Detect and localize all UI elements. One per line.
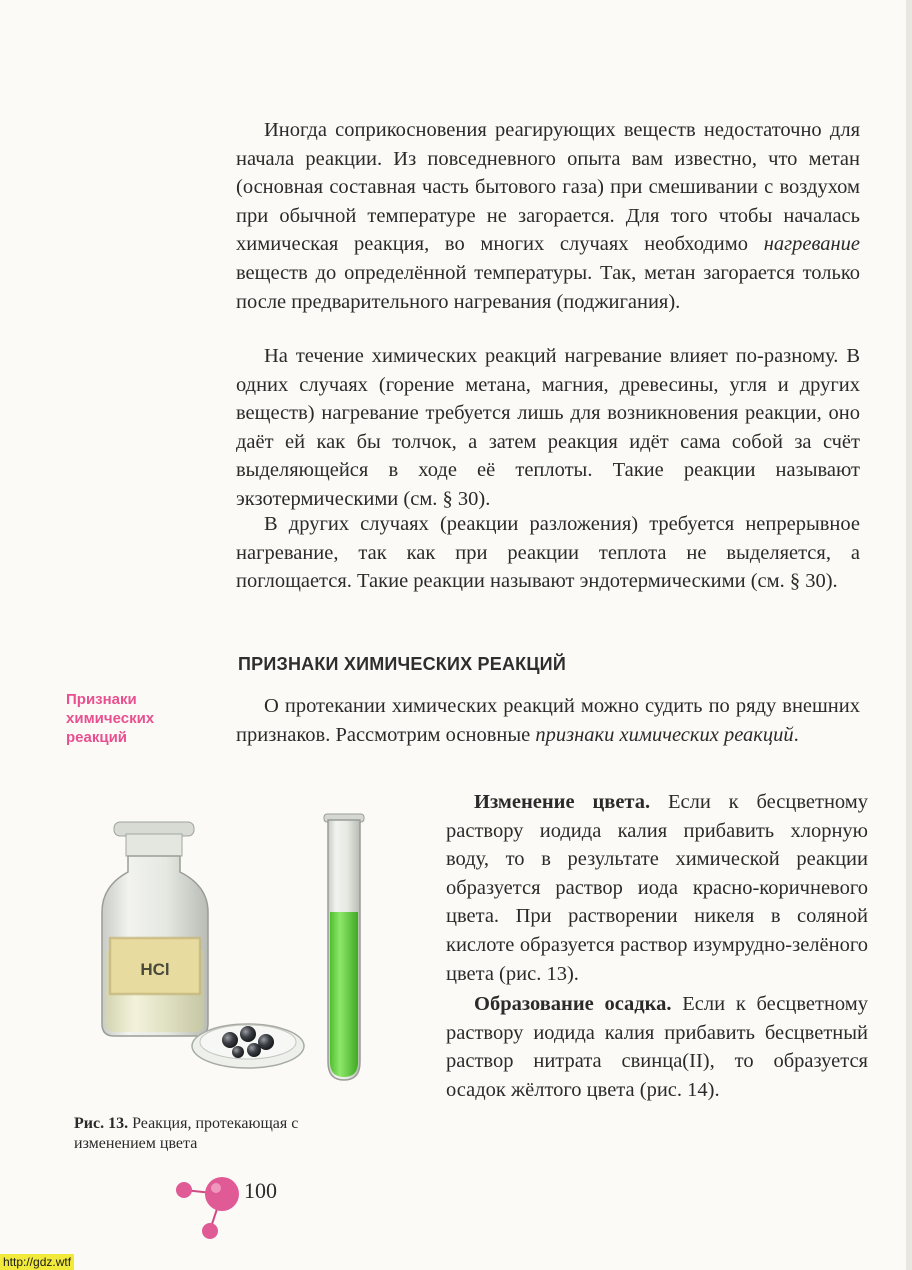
margin-note-line: химических: [66, 710, 155, 727]
nickel-granule: [240, 1026, 256, 1042]
petri-dish: [192, 1024, 304, 1068]
paragraph-lead: Изменение цвета.: [474, 791, 651, 813]
paragraph-text: .: [793, 723, 799, 746]
watermark-link[interactable]: http://gdz.wtf: [0, 1254, 74, 1270]
paragraph-lead: Образование осадка.: [474, 993, 672, 1015]
page-number-block: [170, 1172, 290, 1248]
paragraph-text: Иногда соприкосновения реагирующих веществ недостаточно для начала реакции. Из повседневного опыта вам известно, что метан (основная составная часть бытового газа) при смешивании с воздухом при обычной температуре не загорается. Для того чтобы началась химическая реакция, во многих случаях необходимо: [236, 119, 860, 256]
margin-note-line: реакций: [66, 729, 128, 746]
bottle-label: HCl: [140, 960, 170, 979]
figure-13: [80, 800, 430, 1100]
nickel-granule: [247, 1043, 261, 1057]
figure-caption: [74, 1114, 374, 1154]
paragraph-precipitate: [446, 990, 868, 1104]
caption-label: Рис. 13.: [74, 1115, 129, 1132]
paragraph-color-change: [446, 788, 868, 988]
caption-text: Реакция, протекающая с изменением цвета: [74, 1115, 299, 1152]
paragraph-text: Если к бесцветному раствору иодида калия прибавить хлорную воду, то в результате химической реакции образуется раствор иода красно-коричневого цвета. При растворении никеля в соляной кислоте образуется раствор изумрудно-зелёного цвета (рис. 13).: [446, 791, 868, 985]
bottle-stopper: [114, 822, 194, 856]
section-heading: ПРИЗНАКИ ХИМИЧЕСКИХ РЕАКЦИЙ: [238, 654, 566, 674]
paragraph-endothermic: В других случаях (реакции разложения) требуется непрерывное нагревание, так как при реакции теплота не выделяется, а поглощается. Такие реакции называют эндотермическими (см. § 30).: [236, 513, 860, 593]
reagent-bottle: [102, 856, 208, 1036]
paragraph-exothermic: На течение химических реакций нагревание влияет по-разному. В одних случаях (горение метана, магния, древесины, угля и других веществ) нагревание требуется лишь для возникновения реакции, оно даёт ей как бы толчок, а затем реакция идёт сама собой за счёт выделяющейся в ходе её теплоты. Такие реакции называют экзотермическими (см. § 30).: [236, 345, 860, 510]
emphasis-term: признаки химических реакций: [535, 723, 794, 746]
paragraph-text: Если к бесцветному раствору иодида калия прибавить бесцветный раствор нитрата свинца(II), то образуется осадок жёлтого цвета (рис. 14).: [446, 993, 868, 1101]
margin-note-line: Признаки: [66, 691, 137, 708]
nickel-granule: [232, 1046, 244, 1058]
test-tube: [324, 814, 364, 1080]
paragraph-text: О протекании химических реакций можно судить по ряду внешних признаков. Рассмотрим основные: [236, 695, 860, 746]
emphasis-term: нагревание: [763, 233, 861, 256]
paragraph-signs-intro: [236, 692, 860, 749]
paragraph-text: веществ до определённой температуры. Так, метан загорается только после предварительного нагревания (поджигания).: [236, 261, 860, 313]
figure-illustration: [80, 800, 430, 1100]
page-number: 100: [244, 1178, 277, 1203]
nickel-granule: [222, 1032, 238, 1048]
paragraph-heating-intro: [236, 116, 860, 316]
page-edge: [906, 0, 912, 1270]
margin-note: [66, 690, 186, 747]
